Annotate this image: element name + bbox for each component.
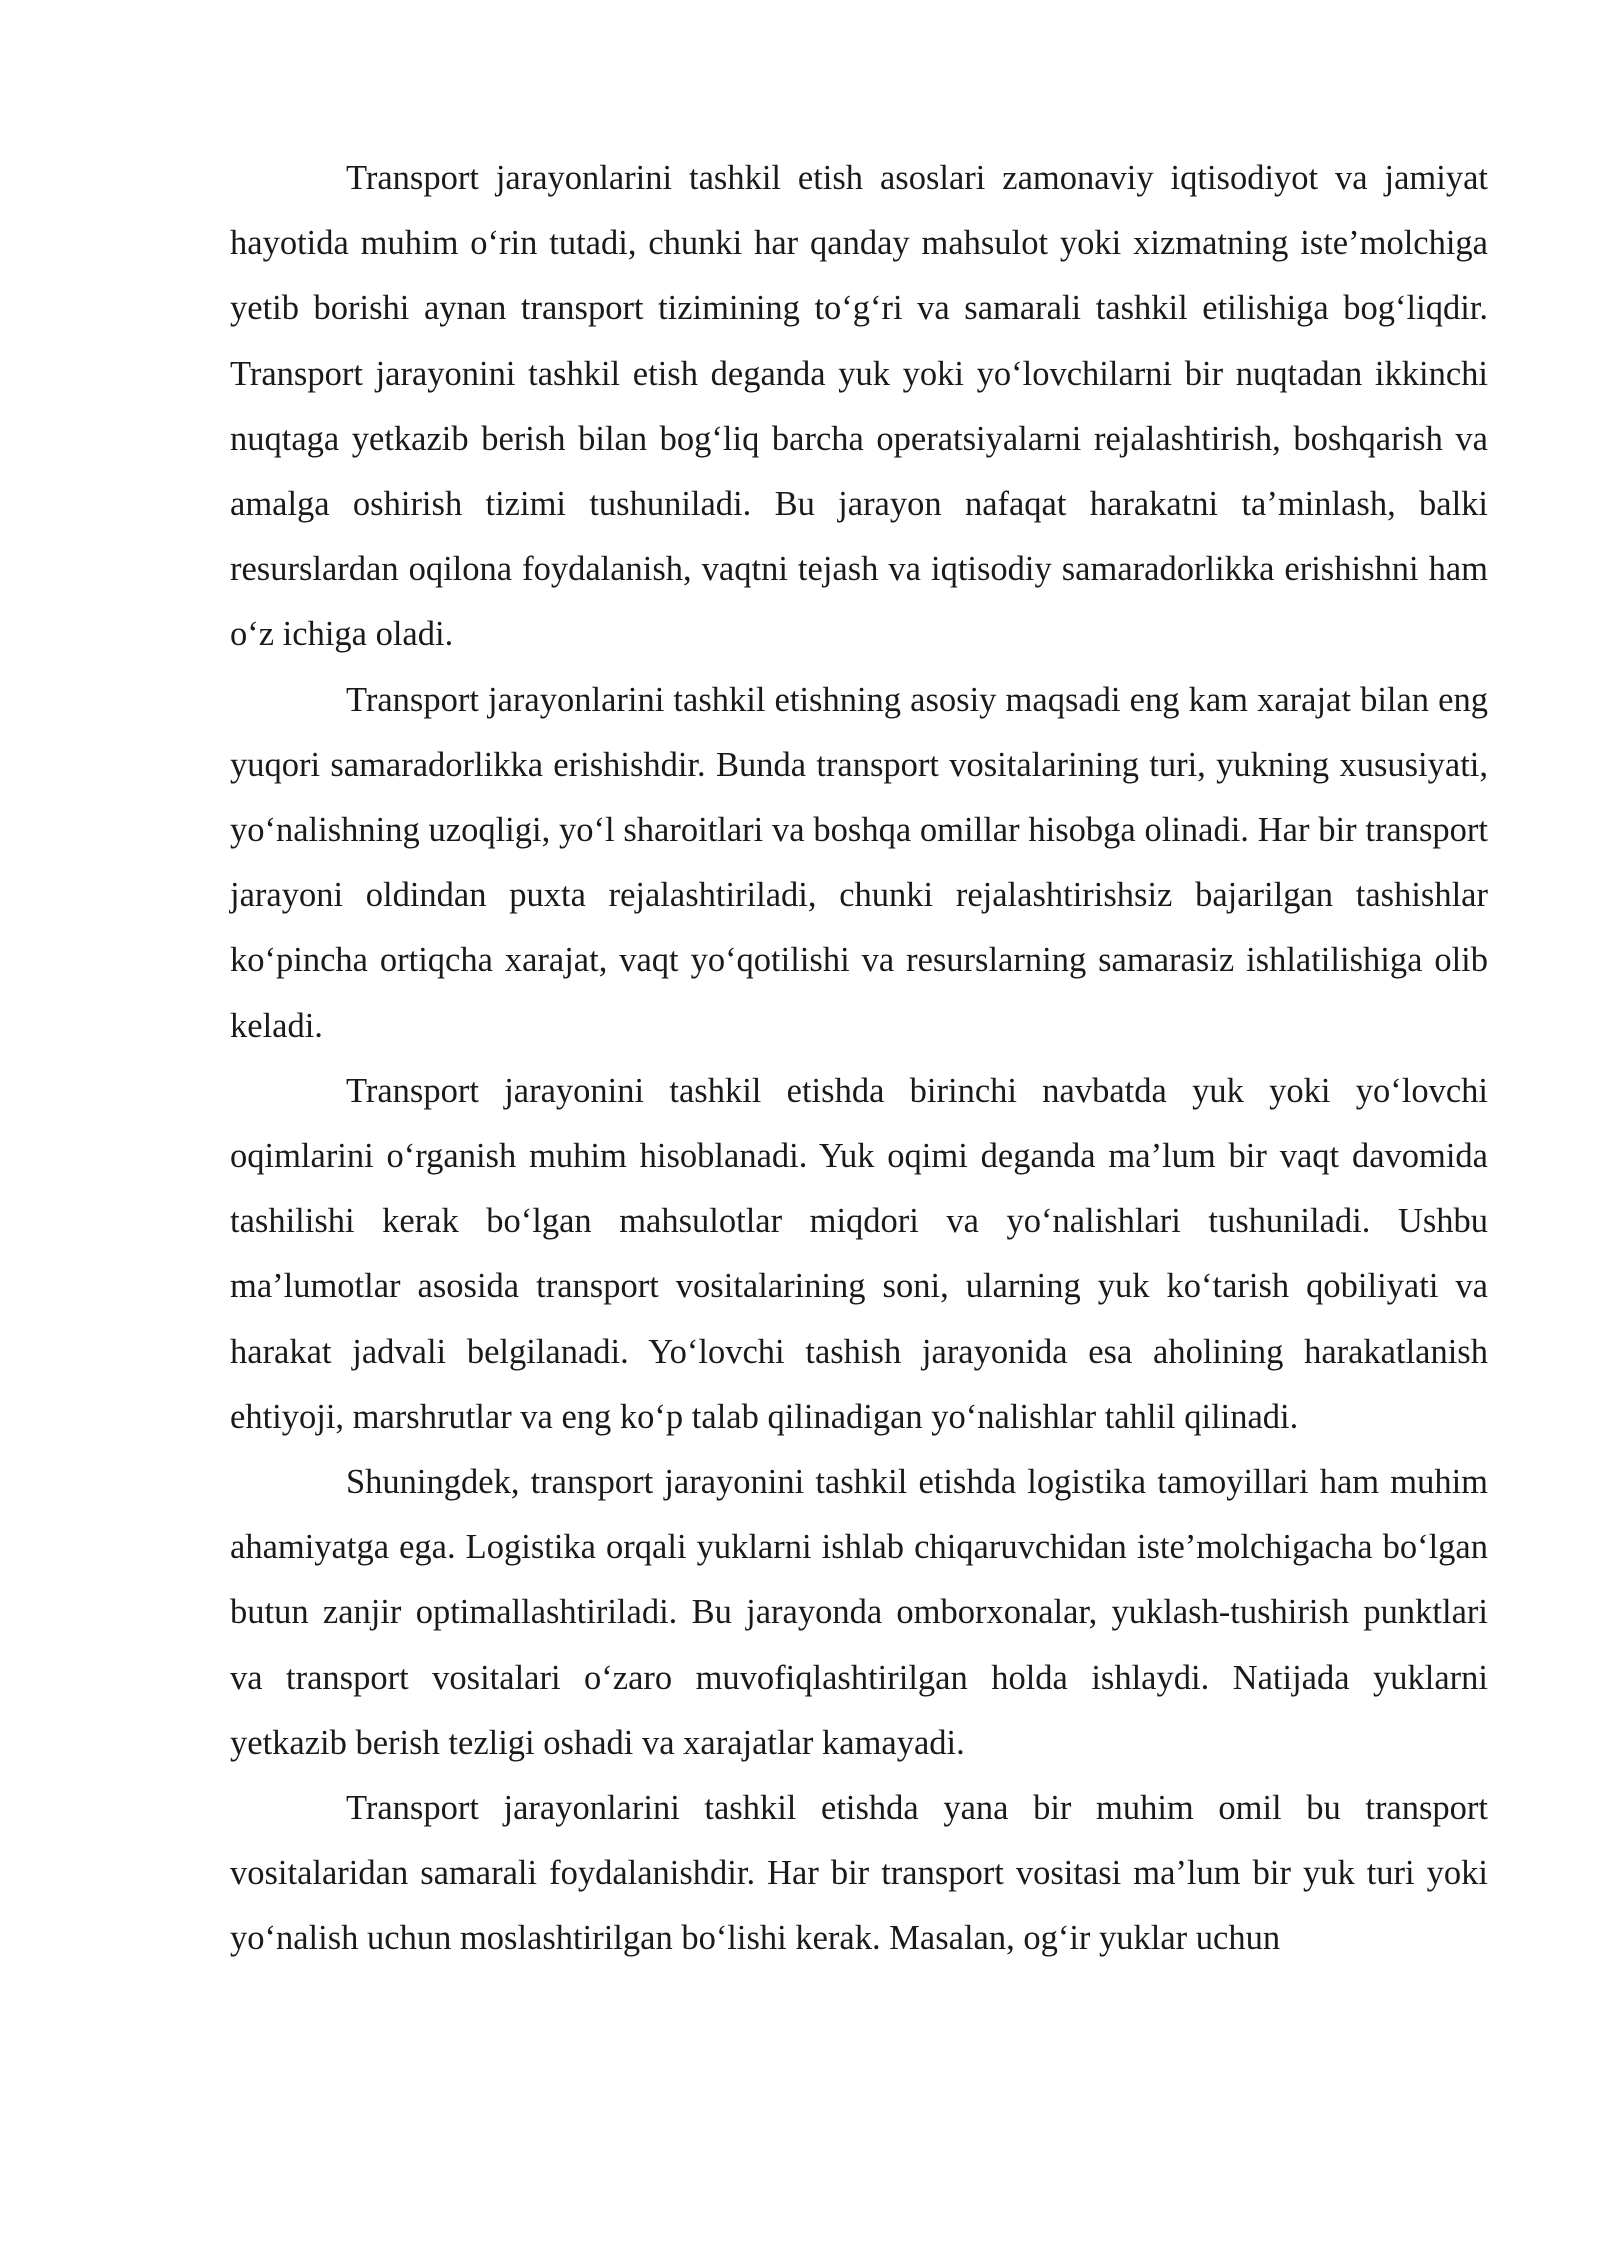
paragraph-3: Transport jarayonini tashkil etishda birinchi navbatda yuk yoki yo‘lovchi oqimlarini o‘rganish muhim hisoblanadi. Yuk oqimi deganda ma’lum bir vaqt davomida tashilishi kerak bo‘lgan mahsulotlar miqdori va yo‘nalishlari tushuniladi. Ushbu ma’lumotlar asosida transport vositalarining soni, ularning yuk ko‘tarish qobiliyati va harakat jadvali belgilanadi. Yo‘lovchi tashish jarayonida esa aholining harakatlanish ehtiyoji, marshrutlar va eng ko‘p talab qilinadigan yo‘nalishlar tahlil qilinadi. xyxy=(230,1071,1488,1436)
paragraph-1: Transport jarayonlarini tashkil etish asoslari zamonaviy iqtisodiyot va jamiyat hayotida muhim o‘rin tutadi, chunki har qanday mahsulot yoki xizmatning iste’molchiga yetib borishi aynan transport tizimining to‘g‘ri va samarali tashkil etilishiga bog‘liqdir. Transport jarayonini tashkil etish deganda yuk yoki yo‘lovchilarni bir nuqtadan ikkinchi nuqtaga yetkazib berish bilan bog‘liq barcha operatsiyalarni rejalashtirish, boshqarish va amalga oshirish tizimi tushuniladi. Bu jarayon nafaqat harakatni ta’minlash, balki resurslardan oqilona foydalanish, vaqtni tejash va iqtisodiy samaradorlikka erishishni ham o‘z ichiga oladi. xyxy=(230,159,1488,654)
paragraph-5: Transport jarayonlarini tashkil etishda yana bir muhim omil bu transport vositalaridan samarali foydalanishdir. Har bir transport vositasi ma’lum bir yuk turi yoki yo‘nalish uchun moslashtirilgan bo‘lishi kerak. Masalan, og‘ir yuklar uchun xyxy=(230,1789,1488,1958)
paragraph-4: Shuningdek, transport jarayonini tashkil etishda logistika tamoyillari ham muhim ahamiyatga ega. Logistika orqali yuklarni ishlab chiqaruvchidan iste’molchigacha bo‘lgan butun zanjir optimallashtiriladi. Bu jarayonda omborxonalar, yuklash-tushirish punktlari va transport vositalari o‘zaro muvofiqlashtirilgan holda ishlaydi. Natijada yuklarni yetkazib berish tezligi oshadi va xarajatlar kamayadi. xyxy=(230,1463,1488,1762)
paragraph-2: Transport jarayonlarini tashkil etishning asosiy maqsadi eng kam xarajat bilan eng yuqori samaradorlikka erishishdir. Bunda transport vositalarining turi, yukning xususiyati, yo‘nalishning uzoqligi, yo‘l sharoitlari va boshqa omillar hisobga olinadi. Har bir transport jarayoni oldindan puxta rejalashtiriladi, chunki rejalashtirishsiz bajarilgan tashishlar ko‘pincha ortiqcha xarajat, vaqt yo‘qotilishi va resurslarning samarasiz ishlatilishiga olib keladi. xyxy=(230,680,1488,1045)
body-text xyxy=(230,146,1488,1972)
